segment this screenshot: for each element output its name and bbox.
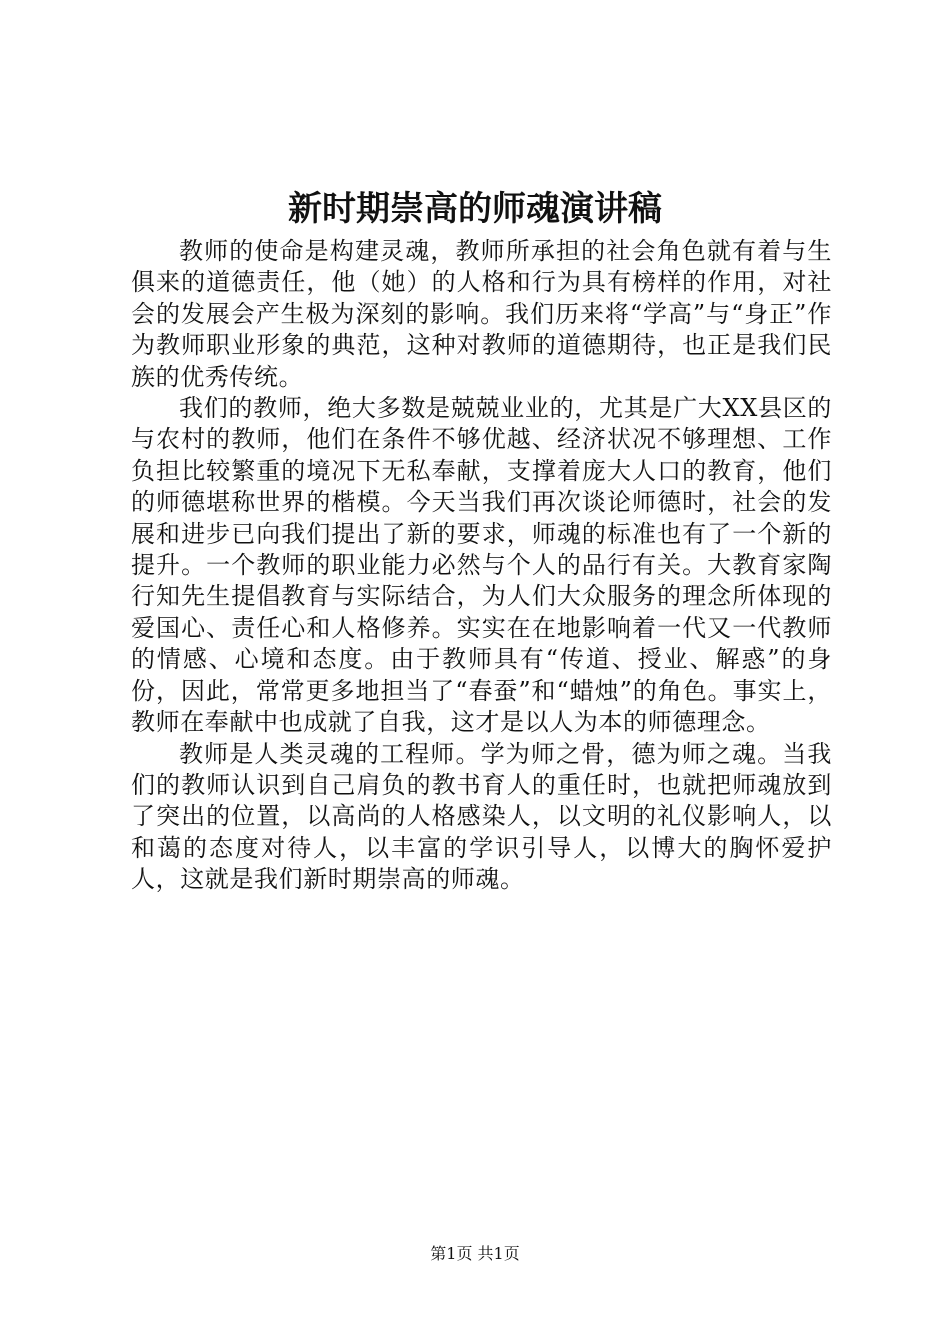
document-body [131,236,832,896]
paragraph-1: 教师的使命是构建灵魂，教师所承担的社会角色就有着与生俱来的道德责任，他（她）的人格和行为具有榜样的作用，对社会的发展会产生极为深刻的影响。我们历来将“学高”与“身正”作为教师职业形象的典范，这种对教师的道德期待，也正是我们民族的优秀传统。 [131,237,832,391]
page-number-footer: 第1页 共1页 [430,1244,520,1263]
document-title: 新时期崇高的师魂演讲稿 [288,189,662,229]
paragraph-3: 教师是人类灵魂的工程师。学为师之骨，德为师之魂。当我们的教师认识到自己肩负的教书育人的重任时，也就把师魂放到了突出的位置，以高尚的人格感染人，以文明的礼仪影响人，以和蔼的态度对待人，以丰富的学识引导人，以博大的胸怀爱护人，这就是我们新时期崇高的师魂。 [131,739,832,894]
paragraph-2: 我们的教师，绝大多数是兢兢业业的，尤其是广大XX县区的与农村的教师，他们在条件不够优越、经济状况不够理想、工作负担比较繁重的境况下无私奉献，支撑着庞大人口的教育，他们的师德堪称世界的楷模。今天当我们再次谈论师德时，社会的发展和进步已向我们提出了新的要求，师魂的标准也有了一个新的提升。一个教师的职业能力必然与个人的品行有关。大教育家陶行知先生提倡教育与实际结合，为人们大众服务的理念所体现的爱国心、责任心和人格修养。实实在在地影响着一代又一代教师的情感、心境和态度。由于教师具有“传道、授业、解惑”的身份，因此，常常更多地担当了“春蚕”和“蜡烛”的角色。事实上，教师在奉献中也成就了自我，这才是以人为本的师德理念。 [131,394,832,737]
